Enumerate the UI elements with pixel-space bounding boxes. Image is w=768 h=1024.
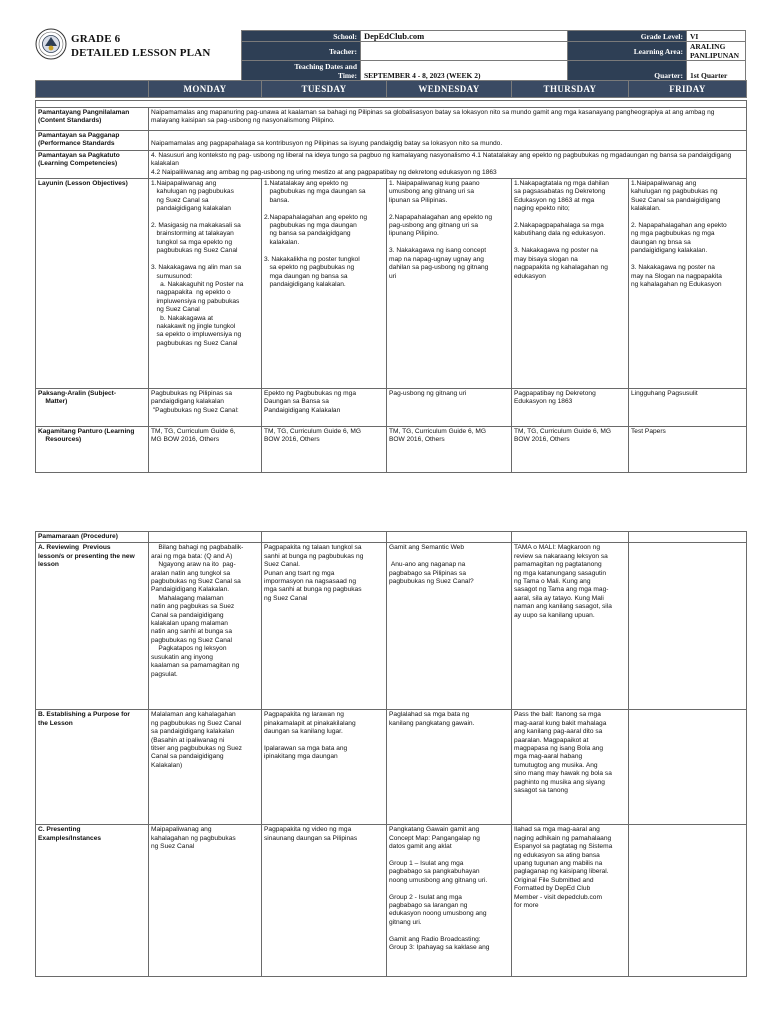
procedure-header-cell (262, 532, 387, 543)
row-header-presenting: C. Presenting Examples/Instances (36, 825, 149, 977)
grade-value: VI (687, 31, 746, 42)
row-header-performance-standards: Pamantayan sa Pagganap (Performance Standards (36, 131, 149, 151)
resources-monday: TM, TG, Curriculum Guide 6, MG BOW 2016, Others (149, 427, 262, 473)
title-plan: DETAILED LESSON PLAN (71, 47, 211, 59)
resources-tuesday: TM, TG, Curriculum Guide 6, MG BOW 2016, Others (262, 427, 387, 473)
day-header-tuesday: TUESDAY (262, 81, 387, 98)
subject-matter-friday: Lingguhang Pagsusulit (629, 389, 747, 427)
row-header-learning-resources: Kagamitang Panturo (Learning Resources) (36, 427, 149, 473)
area-value: ARALING PANLIPUNAN (687, 42, 746, 61)
resources-wednesday: TM, TG, Curriculum Guide 6, MG BOW 2016, Others (387, 427, 512, 473)
day-header-thursday: THURSDAY (512, 81, 629, 98)
dates-label-line1: Teaching Dates and (294, 61, 357, 71)
spacer-row (36, 101, 747, 108)
day-header-friday: FRIDAY (629, 81, 747, 98)
row-header-learning-competencies: Pamantayan sa Pagkatuto (Learning Competencies) (36, 150, 149, 178)
procedure-header-cell (629, 532, 747, 543)
presenting-tuesday: Pagpapakita ng video ng mga sinaunang daungan sa Pilipinas (262, 825, 387, 977)
purpose-friday (629, 710, 747, 825)
area-label: Learning Area: (568, 42, 687, 61)
row-header-subject-matter: Paksang-Aralin (Subject- Matter) (36, 389, 149, 427)
procedure-table (35, 531, 747, 977)
objectives-monday: 1.Naipapaliwanag ang kahulugan ng pagbubukas ng Suez Canal sa pandaigidigang kalakalan 2. Masigasig na makakasali sa brainstorming at talakayan tungkol sa mga epekto ng pagbubukas ng Suez Canal 3. Nakakagawa ng alin man sa sumusunod: a. Nakakaguhit ng Poster na nagpapakita ng epekto o impluwensiya ng pabubukas ng Suez Canal b. Nakakagawa at nakakawit ng jingle tungkol sa epekto o impluwensiya ng pagbubukas ng Suez Canal (149, 179, 262, 389)
presenting-thursday: Ilahad sa mga mag-aaral ang naging adhikain ng pamahalaang Espanyol sa pagtatag ng Sistema ng edukasyon sa ating bansa upang tugunan ang mabilis na paglaganap ng kaisipang liberal. Original File Submitted and Formatted by DepEd Club Member - visit depedclub.com for more (512, 825, 629, 977)
purpose-tuesday: Pagpapakita ng larawan ng pinakamalapit at pinakakilalang daungan sa kanilang lugar. Ipalarawan sa mga bata ang ipinakitang mga daungan (262, 710, 387, 825)
grade-label: Grade Level: (568, 31, 687, 42)
purpose-monday: Malalaman ang kahalagahan ng pagbubukas ng Suez Canal sa pandaigidigang kalakalan (Basahin at ipaliwanag ni titser ang pagbubukas ng Suez Canal sa pandaigidigang Kalakalan) (149, 710, 262, 825)
objectives-wednesday: 1. Naipapaliwanag kung paano umusbong ang gitnang uri sa lipunan sa Pilipinas. 2.Napapahalagahan ang epekto ng pag-usbong ang gitnang uri sa lipunang Pilipino. 3. Nakakagawa ng isang concept map na napag-ugnay ugnay ang dahilan sa pag-usbong ng gitnang uri (387, 179, 512, 389)
row-header-objectives: Layunin (Lesson Objectives) (36, 179, 149, 389)
procedure-header-cell (387, 532, 512, 543)
presenting-monday: Maipapaliwanag ang kahalagahan ng pagbubukas ng Suez Canal (149, 825, 262, 977)
content-standards-text: Naipamamalas ang mapanuring pag-unawa at kaalaman sa bahagi ng Pilipinas sa globalisasyon batay sa lokasyon nito sa mundo gamit ang mga kasanayang pangheograpiya at ang ambag ng malayang kaisipan sa pag-usbong ng nasyonalismong Pilipino. (149, 108, 747, 131)
procedure-header: Pamamaraan (Procedure) (36, 532, 149, 543)
teacher-label: Teacher: (242, 42, 361, 61)
presenting-friday (629, 825, 747, 977)
quarter-value: 1st Quarter (687, 61, 746, 81)
header-info-grid (241, 30, 746, 81)
procedure-header-cell (149, 532, 262, 543)
row-header-purpose: B. Establishing a Purpose for the Lesson (36, 710, 149, 825)
dates-label-line2: Time: (337, 70, 357, 80)
reviewing-friday (629, 543, 747, 710)
reviewing-tuesday: Pagpapakita ng talaan tungkol sa sanhi at bunga ng pagbubukas ng Suez Canal. Punan ang tsart ng mga impormasyon na nagsasaad ng mga sanhi at bunga ng pagbukas ng Suez Canal (262, 543, 387, 710)
reviewing-monday: Bilang bahagi ng pagbabalik- arai ng mga bata: (Q and A) Ngayong araw na ito pag- aralan natin ang tungkol sa pagbubukas ng Suez Canal sa Pandaigidigang Kalakalan. Mahalagang malaman natin ang pagbukas sa Suez Canal sa pandaigidigang kalakalan upang malaman natin ang sanhi at bunga sa pagbubukas ng Suez Canal Pagkatapos ng leksyon susukatin ang inyong kaalaman sa pamamagitan ng pagsulat. (149, 543, 262, 710)
row-header-reviewing: A. Reviewing Previous lesson/s or presenting the new lesson (36, 543, 149, 710)
procedure-header-cell (512, 532, 629, 543)
resources-friday: Test Papers (629, 427, 747, 473)
day-header-blank (36, 81, 149, 98)
school-value: DepEdClub.com (361, 31, 568, 42)
subject-matter-wednesday: Pag-usbong ng gitnang uri (387, 389, 512, 427)
objectives-tuesday: 1.Natatalakay ang epekto ng pagbubukas ng mga daungan sa bansa. 2.Napapahalagahan ang epekto ng pagbubukas ng mga daungan ng bansa sa pandaigidgang kalakalan. 3. Nakakalikha ng poster tungkol sa epekto ng pagbubukas ng mga daungan ng bansa sa pandaigidigang kalakalan. (262, 179, 387, 389)
teacher-value (361, 42, 568, 61)
day-header-wednesday: WEDNESDAY (387, 81, 512, 98)
dates-value: SEPTEMBER 4 - 8, 2023 (WEEK 2) (361, 61, 568, 81)
title-grade: GRADE 6 (71, 33, 121, 45)
performance-standards-text: Naipamamalas ang pagpapahalaga sa kontribusyon ng Pilipinas sa isyung pandaigdig batay sa lokasyon nito sa mundo. (149, 131, 747, 151)
lesson-plan-header (35, 28, 746, 80)
presenting-wednesday: Pangkatang Gawain gamit ang Concept Map: Pangangalap ng datos gamit ang aklat Group 1 – Isulat ang mga pagbabago sa pangkabuhayan noong umusbong ang gitnang uri. Group 2 - Isulat ang mga pagbabago sa larangan ng edukasyon noong umusbong ang gitnang uri. Gamit ang Radio Broadcasting: Group 3: Ipahayag sa kaklase ang (387, 825, 512, 977)
school-label: School: (242, 31, 361, 42)
purpose-thursday: Pass the ball: Itanong sa mga mag-aaral kung bakit mahalaga ang kanilang pag-aaral dito sa paaralan. Magpapaikot at magpapasa ng isang Bola ang mga mag-aaral habang tumutugtog ang musika. Ang sino mang may hawak ng bola sa paghinto ng musika ang siyang sasagot sa tanong (512, 710, 629, 825)
learning-competencies-text: 4. Nasusuri ang konteksto ng pag- usbong ng liberal na ideya tungo sa pagbuo ng kamalayang nasyonalismo 4.1 Natatalakay ang epekto ng pagbubukas ng mgadaungan ng bansa sa pandaigdigang kalakalan 4.2 Naipaliliwanag ang ambag ng pag-usbong ng uring mestizo at ang pagpapatibay ng dekretong edukasyon ng 1863 (149, 150, 747, 178)
row-header-content-standards: Pamantayang Pangnilalaman (Content Standards) (36, 108, 149, 131)
lesson-plan-table (35, 100, 747, 473)
dates-label (242, 61, 361, 81)
purpose-wednesday: Paglalahad sa mga bata ng kanilang pangkatang gawain. (387, 710, 512, 825)
weekday-header-row (35, 80, 747, 98)
quarter-label: Quarter: (568, 61, 687, 81)
resources-thursday: TM, TG, Curriculum Guide 6, MG BOW 2016, Others (512, 427, 629, 473)
subject-matter-thursday: Pagpapatibay ng Dekretong Edukasyon ng 1863 (512, 389, 629, 427)
reviewing-thursday: TAMA o MALI: Magkaroon ng review sa nakaraang leksyon sa pamamagitan ng pagtatanong ng mga katanungang sasagutin ng Tama o Mali. Kung ang sasagot ng Tama ang mga mag- aaral, sila ay tatayo. Kung Mali naman ang kanilang sasagot, sila ay uupo sa kanilang upuan. (512, 543, 629, 710)
subject-matter-tuesday: Epekto ng Pagbubukas ng mga Daungan sa Bansa sa Pandaigidigang Kalakalan (262, 389, 387, 427)
document-title (71, 32, 211, 60)
reviewing-wednesday: Gamit ang Semantic Web Anu-ano ang naganap na pagbabago sa Pilipinas sa pagbubukas ng Suez Canal? (387, 543, 512, 710)
subject-matter-monday: Pagbubukas ng Pilipinas sa pandaigdigang kalakalan "Pagbubukas ng Suez Canal: (149, 389, 262, 427)
day-header-monday: MONDAY (149, 81, 262, 98)
objectives-friday: 1.Naipapaliwanag ang kahulugan ng pagbubukas ng Suez Canal sa pandaigidigang kalakalan. 2. Napapahalagahan ang epekto ng mga pagbubukas ng mga daungan ng bnsa sa pandaigidigang kalakalan. 3. Nakakagawa ng poster na may na Slogan na nagpapakita ng kahalagahan ng Edukasyon (629, 179, 747, 389)
deped-seal-icon (35, 28, 67, 60)
objectives-thursday: 1.Nakapagtatala ng mga dahilan sa pagsasabatas ng Dekretong Edukasyon ng 1863 at mga naging epekto nito; 2.Nakapagpapahalaga sa mga kabutihang dala ng edukasyon. 3. Nakakagawa ng poster na may bisaya slogan na nagpapakita ng kahalagahan ng edukasyon (512, 179, 629, 389)
